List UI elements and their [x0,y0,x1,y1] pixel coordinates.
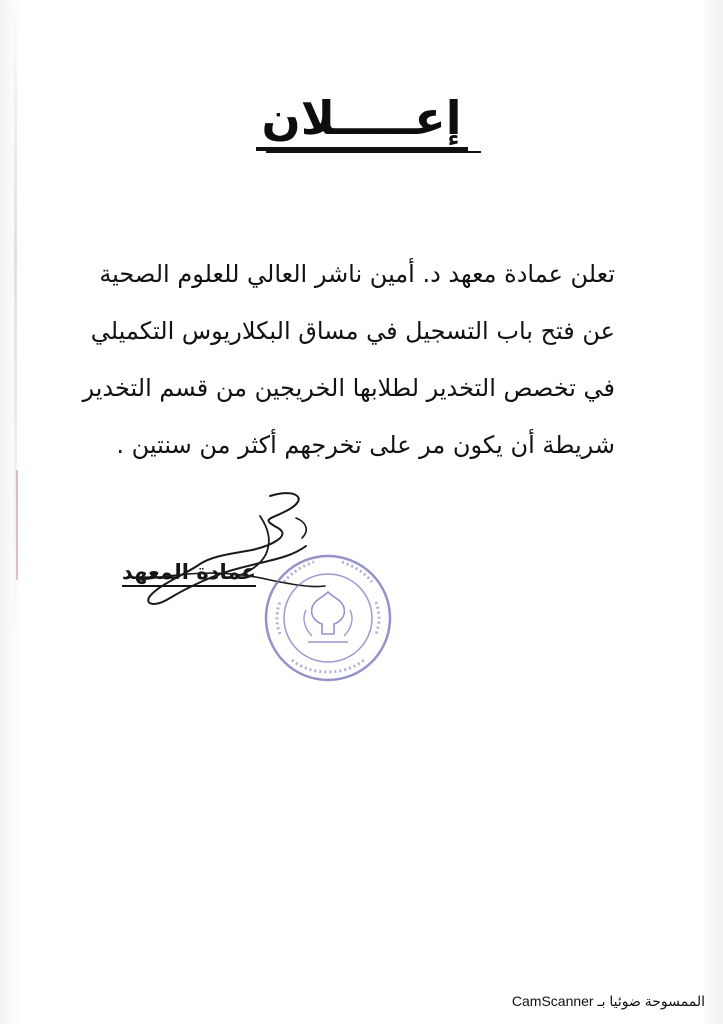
announcement-heading [0,92,723,151]
camscanner-watermark [512,993,705,1010]
body-line-2: عن فتح باب التسجيل في مساق البكلاريوس التكميلي [90,317,615,345]
body-line-1: تعلن عمادة معهد د. أمين ناشر العالي للعلوم الصحية [99,260,615,288]
watermark-brand: CamScanner [511,993,594,1009]
signature-title: عمادة المعهد [122,560,256,587]
official-stamp [262,552,394,684]
announcement-body [82,246,615,474]
announcement-title: إعـــــلان [256,92,468,151]
watermark-prefix: الممسوحة ضوئيا بـ [597,993,705,1009]
body-line-3: في تخصص التخدير لطلابها الخريجين من قسم التخدير [82,374,615,402]
title-double-underline [266,151,481,153]
scan-edge-mark [16,470,18,580]
body-line-4: شريطة أن يكون مر على تخرجهم أكثر من سنتين . [116,431,615,459]
